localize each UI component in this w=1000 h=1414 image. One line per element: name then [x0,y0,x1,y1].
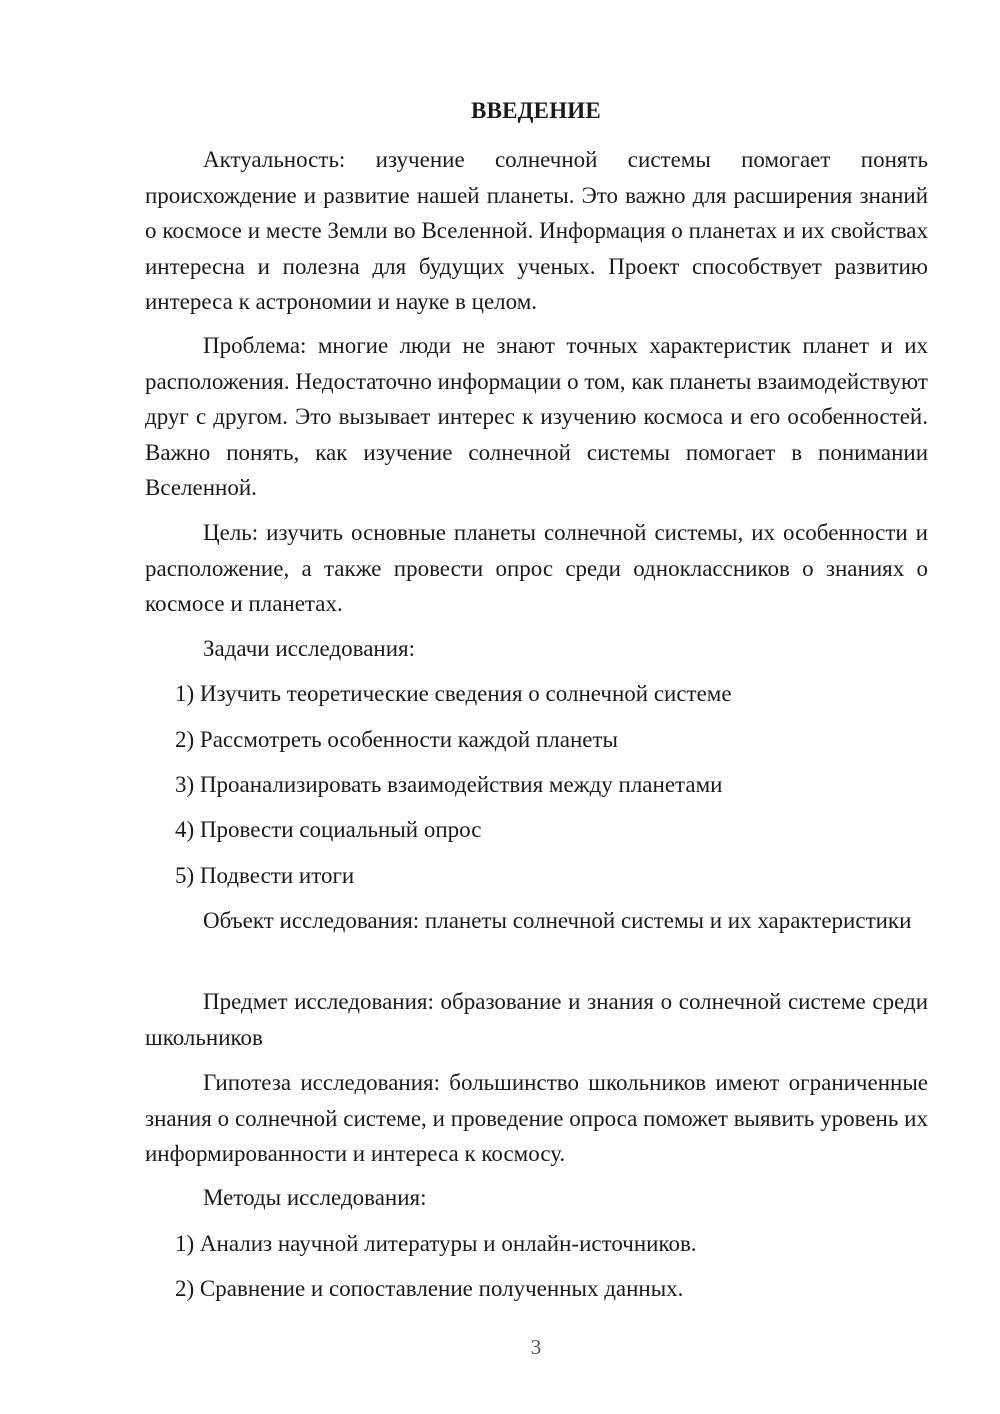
method-item: 1) Анализ научной литературы и онлайн-источников. [175,1231,697,1256]
task-item: 2) Рассмотреть особенности каждой планеты [175,727,619,752]
goal-paragraph: Цель: изучить основные планеты солнечной системы, их особенности и расположение, а также провести опрос среди одноклассников о знаниях о космосе и планетах. [145,520,928,616]
hypothesis-paragraph: Гипотеза исследования: большинство школьников имеют ограниченные знания о солнечной системе, и проведение опроса поможет выявить уровень их информированности и интереса к космосу. [145,1070,928,1166]
task-item: 4) Провести социальный опрос [175,817,482,842]
task-item: 3) Проанализировать взаимодействия между планетами [175,772,723,797]
relevance-paragraph: Актуальность: изучение солнечной системы помогает понять происхождение и развитие нашей планеты. Это важно для расширения знаний о космосе и месте Земли во Вселенной. Информация о планетах и их свойствах интересна и полезна для будущих ученых. Проект способствует развитию интереса к астрономии и науке в целом. [145,147,928,314]
problem-paragraph: Проблема: многие люди не знают точных характеристик планет и их расположения. Недостаточно информации о том, как планеты взаимодействуют друг с другом. Это вызывает интерес к изучению космоса и его особенностей. Важно понять, как изучение солнечной системы помогает в понимании Вселенной. [145,333,928,500]
section-heading: ВВЕДЕНИЕ [471,98,601,123]
tasks-title: Задачи исследования: [203,636,416,661]
subject-paragraph: Предмет исследования: образование и знания о солнечной системе среди школьников [145,989,928,1050]
page-number: 3 [530,1335,542,1359]
method-item: 2) Сравнение и сопоставление полученных данных. [175,1276,684,1301]
task-item: 5) Подвести итоги [175,863,355,888]
object-paragraph: Объект исследования: планеты солнечной системы и их характеристики [203,908,912,933]
task-item: 1) Изучить теоретические сведения о солнечной системе [175,681,732,706]
methods-title: Методы исследования: [203,1185,427,1210]
